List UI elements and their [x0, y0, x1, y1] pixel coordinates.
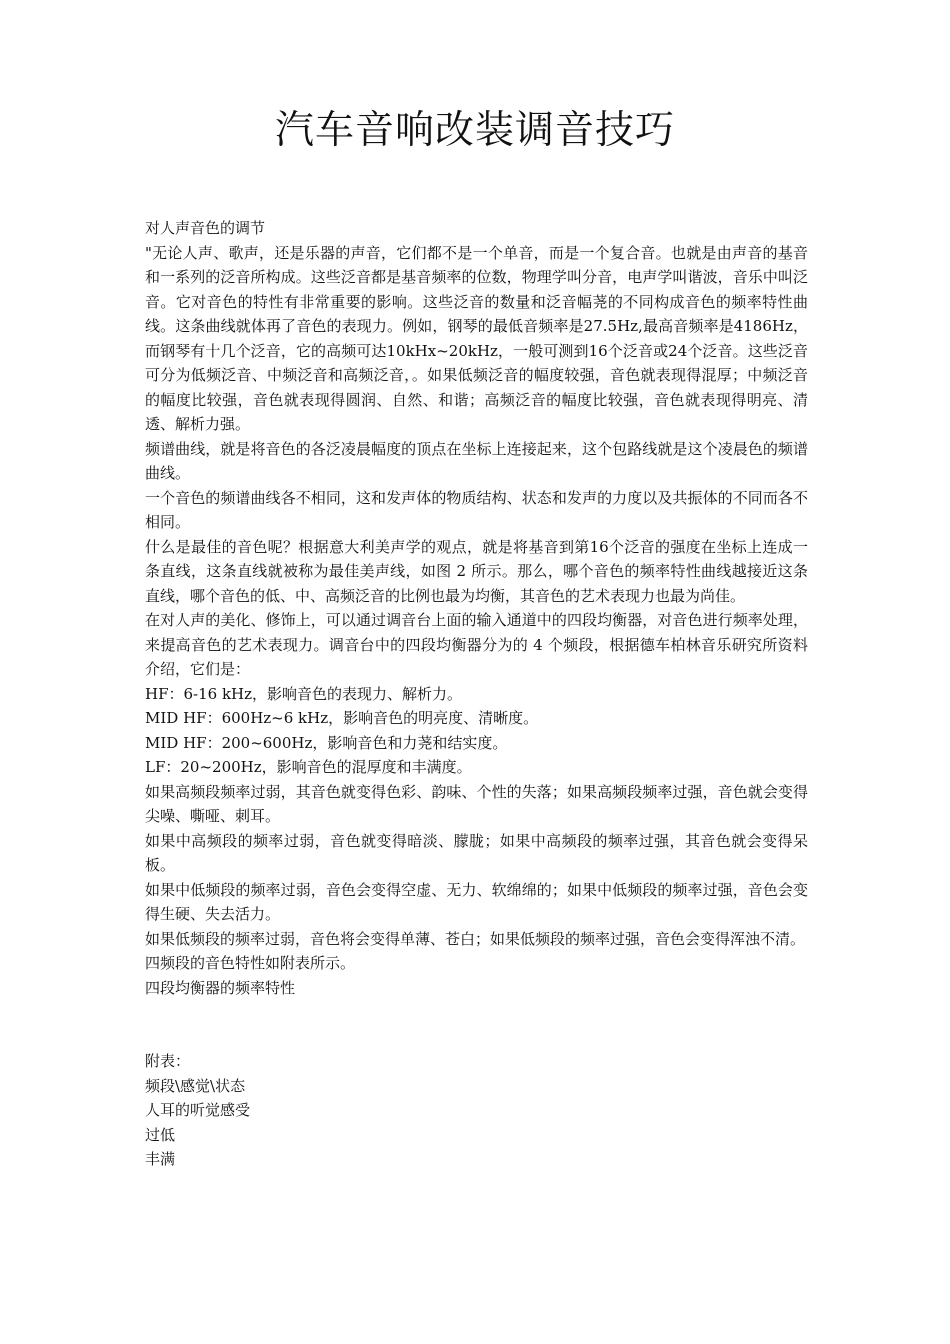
- paragraph: 什么是最佳的音色呢？根据意大利美声学的观点，就是将基音到第16个泛音的强度在坐标上连成一条直线，这条直线就被称为最佳美声线，如图 2 所示。那么，哪个音色的频率特性曲线越接近这条直线，哪个音色的低、中、高频泛音的比例也最为均衡，其音色的艺术表现力也最为尚佳。: [145, 537, 808, 605]
- section-heading: 对人声音色的调节: [145, 219, 266, 237]
- paragraph: "无论人声、歌声，还是乐器的声音，它们都不是一个单音，而是一个复合音。也就是由声音的基音和一系列的泛音所构成。这些泛音都是基音频率的位数，物理学叫分音，电声学叫谐波，音乐中叫泛音。它对音色的特性有非常重要的影响。这些泛音的数量和泛音幅荛的不同构成音色的频率特性曲线。这条曲线就体再了音色的表现力。例如，钢琴的最低音频率是27.5Hz,最高音频率是4186Hz，而钢琴有十几个泛音，它的高频可达10kHx~20kHz，一般可测到16个泛音或24个泛音。这些泛音可分为低频泛音、中频泛音和高频泛音，。如果低频泛音的幅度较强，音色就表现得混厚；中频泛音的幅度比较强，音色就表现得圆润、自然、和谐；高频泛音的幅度比较强，音色就表现得明亮、清透、解析力强。: [145, 243, 808, 433]
- spacer: [145, 1000, 808, 1049]
- paragraph: 一个音色的频谱曲线各不相同，这和发声体的物质结构、状态和发声的力度以及共振体的不同而各不相同。: [145, 488, 808, 531]
- paragraph: 四段均衡器的频率特性: [145, 978, 296, 997]
- appendix-line: 频段\感觉\状态: [145, 1076, 246, 1095]
- band-mid-hf: MID HF：600Hz~6 kHz，影响音色的明亮度、清晰度。: [145, 709, 539, 727]
- paragraph: 如果中高频段的频率过弱，音色就变得暗淡、朦胧；如果中高频段的频率过强，其音色就会变得呆板。: [145, 831, 808, 874]
- band-mid-lf: MID HF：200~600Hz，影响音色和力荛和结实度。: [145, 733, 508, 752]
- document-body: [145, 216, 808, 1172]
- appendix-line: 丰满: [145, 1150, 176, 1168]
- band-lf: LF：20~200Hz，影响音色的混厚度和丰满度。: [145, 758, 472, 776]
- paragraph: 如果中低频段的频率过弱，音色会变得空虚、无力、软绵绵的；如果中低频段的频率过强，音色会变得生硬、失去活力。: [145, 880, 808, 923]
- paragraph: 如果高频段频率过弱，其音色就变得色彩、韵味、个性的失落；如果高频段频率过强，音色就会变得尖噪、嘶哑、刺耳。: [145, 782, 808, 825]
- paragraph: 频谱曲线，就是将音色的各泛凌晨幅度的顶点在坐标上连接起来，这个包路线就是这个凌晨色的频谱曲线。: [145, 439, 808, 482]
- document-title: 汽车音响改装调音技巧: [274, 108, 675, 153]
- appendix-line: 人耳的听觉感受: [145, 1101, 251, 1119]
- appendix-line: 过低: [145, 1125, 176, 1144]
- paragraph: 如果低频段的频率过弱，音色将会变得单薄、苍白；如果低频段的频率过强，音色会变得浑浊不清。: [145, 929, 806, 948]
- band-hf: HF：6-16 kHz，影响音色的表现力、解析力。: [145, 684, 463, 703]
- appendix-heading: 附表：: [145, 1052, 191, 1070]
- paragraph: 四频段的音色特性如附表所示。: [145, 954, 356, 972]
- paragraph: 在对人声的美化、修饰上，可以通过调音台上面的输入通道中的四段均衡器，对音色进行频率处理，来提高音色的艺术表现力。调音台中的四段均衡器分为的 4 个频段，根据德车柏林音乐研究所资料介绍，它们是：: [145, 611, 808, 678]
